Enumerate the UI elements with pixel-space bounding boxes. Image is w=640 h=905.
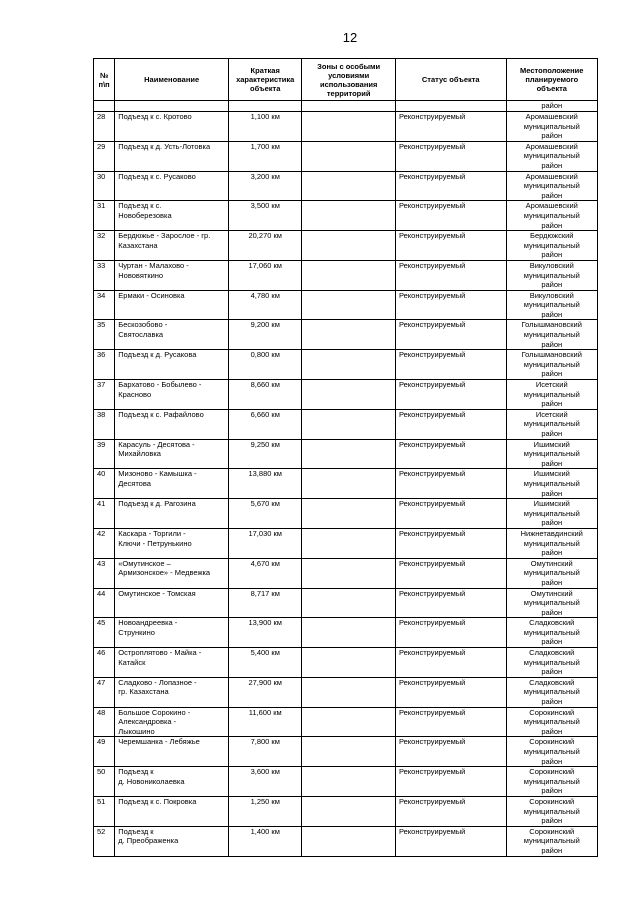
cell-zone — [302, 290, 396, 320]
table-row — [94, 469, 598, 499]
cell-zone — [302, 648, 396, 678]
cell-zone — [302, 707, 396, 737]
cell-status: Реконструируемый — [395, 618, 506, 648]
cell-location: Аромашевский муниципальный район — [506, 171, 597, 201]
cell-status: Реконструируемый — [395, 260, 506, 290]
cell-no: 49 — [94, 737, 115, 767]
table-row — [94, 618, 598, 648]
cell-length: 4,780 км — [229, 290, 302, 320]
table-row — [94, 290, 598, 320]
table-row — [94, 260, 598, 290]
cell-location: Сорокинский муниципальный район — [506, 826, 597, 856]
table-row — [94, 677, 598, 707]
header-characteristic: Краткая характеристика объекта — [229, 59, 302, 101]
cell-name: Мизоново - Камышка - Десятова — [115, 469, 229, 499]
cell-status: Реконструируемый — [395, 409, 506, 439]
cell-status: Реконструируемый — [395, 469, 506, 499]
cell-name: Большое Сорокино - Александровка - Лыкошино — [115, 707, 229, 737]
cell-length: 3,500 км — [229, 201, 302, 231]
cell-no: 28 — [94, 112, 115, 142]
cell-length: 3,600 км — [229, 767, 302, 797]
cell-length: 6,660 км — [229, 409, 302, 439]
cell-zone — [302, 101, 396, 112]
table-row — [94, 141, 598, 171]
cell-length: 1,100 км — [229, 112, 302, 142]
cell-location: Аромашевский муниципальный район — [506, 201, 597, 231]
cell-length: 3,200 км — [229, 171, 302, 201]
roads-table — [93, 58, 598, 857]
cell-no: 30 — [94, 171, 115, 201]
table-row — [94, 231, 598, 261]
cell-location: Голышмановский муниципальный район — [506, 320, 597, 350]
cell-length: 9,250 км — [229, 439, 302, 469]
cell-no: 36 — [94, 350, 115, 380]
cell-name: Ермаки - Осиновка — [115, 290, 229, 320]
cell-length: 17,060 км — [229, 260, 302, 290]
cell-location: Голышмановский муниципальный район — [506, 350, 597, 380]
cell-zone — [302, 469, 396, 499]
cell-length: 13,880 км — [229, 469, 302, 499]
cell-name: Карасуль - Десятова - Михайловка — [115, 439, 229, 469]
cell-status: Реконструируемый — [395, 290, 506, 320]
cell-name: Подъезд к с. Рафайлово — [115, 409, 229, 439]
cell-location: Сорокинский муниципальный район — [506, 796, 597, 826]
cell-zone — [302, 260, 396, 290]
cell-length: 5,400 км — [229, 648, 302, 678]
cell-status: Реконструируемый — [395, 201, 506, 231]
cell-location: Сорокинский муниципальный район — [506, 737, 597, 767]
cell-no: 40 — [94, 469, 115, 499]
cell-length: 8,660 км — [229, 380, 302, 410]
continuation-row — [94, 101, 598, 112]
cell-length: 0,800 км — [229, 350, 302, 380]
cell-zone — [302, 201, 396, 231]
cell-name: Каскара - Торгили - Ключи - Петрунькино — [115, 528, 229, 558]
cell-no — [94, 101, 115, 112]
cell-no: 52 — [94, 826, 115, 856]
cell-zone — [302, 141, 396, 171]
cell-name: Чуртан - Малахово - Нововяткино — [115, 260, 229, 290]
cell-no: 50 — [94, 767, 115, 797]
cell-status: Реконструируемый — [395, 528, 506, 558]
cell-name: Сладково - Лопазное - гр. Казахстана — [115, 677, 229, 707]
cell-no: 32 — [94, 231, 115, 261]
table-row — [94, 528, 598, 558]
cell-no: 34 — [94, 290, 115, 320]
cell-location: Сорокинский муниципальный район — [506, 707, 597, 737]
header-name: Наименование — [115, 59, 229, 101]
table-row — [94, 588, 598, 618]
cell-name: Подъезд к д. Новониколаевка — [115, 767, 229, 797]
cell-length: 27,900 км — [229, 677, 302, 707]
cell-location: Омутинский муниципальный район — [506, 558, 597, 588]
cell-status: Реконструируемый — [395, 141, 506, 171]
cell-length: 9,200 км — [229, 320, 302, 350]
cell-length — [229, 101, 302, 112]
cell-no: 42 — [94, 528, 115, 558]
cell-zone — [302, 409, 396, 439]
cell-length: 4,670 км — [229, 558, 302, 588]
cell-zone — [302, 439, 396, 469]
cell-location: район — [506, 101, 597, 112]
cell-no: 43 — [94, 558, 115, 588]
cell-zone — [302, 677, 396, 707]
cell-no: 35 — [94, 320, 115, 350]
cell-status: Реконструируемый — [395, 558, 506, 588]
cell-status: Реконструируемый — [395, 648, 506, 678]
cell-no: 48 — [94, 707, 115, 737]
cell-location: Нижнетавдинский муниципальный район — [506, 528, 597, 558]
cell-status: Реконструируемый — [395, 112, 506, 142]
table-row — [94, 499, 598, 529]
table-row — [94, 737, 598, 767]
cell-name: Подъезд к с. Покровка — [115, 796, 229, 826]
cell-name: Бархатово - Бобылево - Красново — [115, 380, 229, 410]
cell-no: 33 — [94, 260, 115, 290]
cell-length: 20,270 км — [229, 231, 302, 261]
cell-status: Реконструируемый — [395, 826, 506, 856]
cell-no: 46 — [94, 648, 115, 678]
cell-name: Бескозобово - Святославка — [115, 320, 229, 350]
cell-name: Бердюжье - Зарослое - гр. Казахстана — [115, 231, 229, 261]
table-row — [94, 171, 598, 201]
cell-status: Реконструируемый — [395, 707, 506, 737]
cell-length: 11,600 км — [229, 707, 302, 737]
table-row — [94, 826, 598, 856]
table-row — [94, 796, 598, 826]
cell-name: Остроплятово - Майка - Катайск — [115, 648, 229, 678]
cell-zone — [302, 796, 396, 826]
cell-zone — [302, 588, 396, 618]
cell-location: Исетский муниципальный район — [506, 380, 597, 410]
cell-location: Викуловский муниципальный район — [506, 290, 597, 320]
cell-no: 39 — [94, 439, 115, 469]
table-row — [94, 380, 598, 410]
header-zones: Зоны с особыми условиями использования территорий — [302, 59, 396, 101]
cell-zone — [302, 231, 396, 261]
cell-no: 38 — [94, 409, 115, 439]
cell-no: 41 — [94, 499, 115, 529]
cell-length: 7,800 км — [229, 737, 302, 767]
table-header-row — [94, 59, 598, 101]
cell-location: Викуловский муниципальный район — [506, 260, 597, 290]
cell-location: Омутинский муниципальный район — [506, 588, 597, 618]
cell-location: Аромашевский муниципальный район — [506, 112, 597, 142]
cell-location: Сладковский муниципальный район — [506, 618, 597, 648]
cell-name: Подъезд к д. Рагозина — [115, 499, 229, 529]
cell-status: Реконструируемый — [395, 231, 506, 261]
table-row — [94, 112, 598, 142]
cell-status: Реконструируемый — [395, 171, 506, 201]
table-row — [94, 320, 598, 350]
cell-zone — [302, 112, 396, 142]
cell-name: Подъезд к д. Усть-Лотовка — [115, 141, 229, 171]
cell-zone — [302, 767, 396, 797]
table-row — [94, 409, 598, 439]
cell-no: 51 — [94, 796, 115, 826]
cell-status: Реконструируемый — [395, 320, 506, 350]
cell-zone — [302, 618, 396, 648]
cell-status: Реконструируемый — [395, 796, 506, 826]
table-row — [94, 648, 598, 678]
table-row — [94, 707, 598, 737]
cell-location: Ишимский муниципальный район — [506, 469, 597, 499]
cell-length: 8,717 км — [229, 588, 302, 618]
cell-zone — [302, 171, 396, 201]
cell-length: 5,670 км — [229, 499, 302, 529]
cell-no: 47 — [94, 677, 115, 707]
cell-zone — [302, 499, 396, 529]
cell-no: 37 — [94, 380, 115, 410]
cell-name: Подъезд к с. Кротово — [115, 112, 229, 142]
cell-status: Реконструируемый — [395, 677, 506, 707]
cell-name: Подъезд к д. Преображенка — [115, 826, 229, 856]
cell-location: Сладковский муниципальный район — [506, 677, 597, 707]
cell-zone — [302, 528, 396, 558]
cell-no: 29 — [94, 141, 115, 171]
cell-status: Реконструируемый — [395, 737, 506, 767]
header-no: № п\п — [94, 59, 115, 101]
header-status: Статус объекта — [395, 59, 506, 101]
cell-zone — [302, 826, 396, 856]
page-number: 12 — [342, 30, 358, 45]
cell-no: 31 — [94, 201, 115, 231]
table-row — [94, 350, 598, 380]
cell-status: Реконструируемый — [395, 380, 506, 410]
table-row — [94, 558, 598, 588]
cell-zone — [302, 320, 396, 350]
cell-location: Аромашевский муниципальный район — [506, 141, 597, 171]
cell-name: «Омутинское – Армизонское» - Медвежка — [115, 558, 229, 588]
cell-status: Реконструируемый — [395, 588, 506, 618]
cell-name: Черемшанка - Лебяжье — [115, 737, 229, 767]
cell-name: Подъезд к д. Русакова — [115, 350, 229, 380]
cell-length: 1,250 км — [229, 796, 302, 826]
cell-zone — [302, 350, 396, 380]
cell-name: Новоандреевка - Стрункино — [115, 618, 229, 648]
cell-no: 44 — [94, 588, 115, 618]
cell-zone — [302, 558, 396, 588]
table-row — [94, 439, 598, 469]
cell-status: Реконструируемый — [395, 439, 506, 469]
cell-name — [115, 101, 229, 112]
table-row — [94, 767, 598, 797]
cell-location: Исетский муниципальный район — [506, 409, 597, 439]
cell-length: 1,400 км — [229, 826, 302, 856]
cell-name: Подъезд к с. Новоберезовка — [115, 201, 229, 231]
cell-zone — [302, 380, 396, 410]
cell-length: 17,030 км — [229, 528, 302, 558]
cell-zone — [302, 737, 396, 767]
cell-name: Омутинское - Томская — [115, 588, 229, 618]
cell-status: Реконструируемый — [395, 499, 506, 529]
cell-length: 1,700 км — [229, 141, 302, 171]
cell-status — [395, 101, 506, 112]
cell-location: Бердюжский муниципальный район — [506, 231, 597, 261]
header-location: Местоположение планируемого объекта — [506, 59, 597, 101]
cell-no: 45 — [94, 618, 115, 648]
cell-location: Ишимский муниципальный район — [506, 499, 597, 529]
cell-status: Реконструируемый — [395, 767, 506, 797]
cell-length: 13,900 км — [229, 618, 302, 648]
cell-location: Сладковский муниципальный район — [506, 648, 597, 678]
cell-status: Реконструируемый — [395, 350, 506, 380]
cell-location: Ишимский муниципальный район — [506, 439, 597, 469]
cell-name: Подъезд к с. Русаково — [115, 171, 229, 201]
cell-location: Сорокинский муниципальный район — [506, 767, 597, 797]
table-row — [94, 201, 598, 231]
